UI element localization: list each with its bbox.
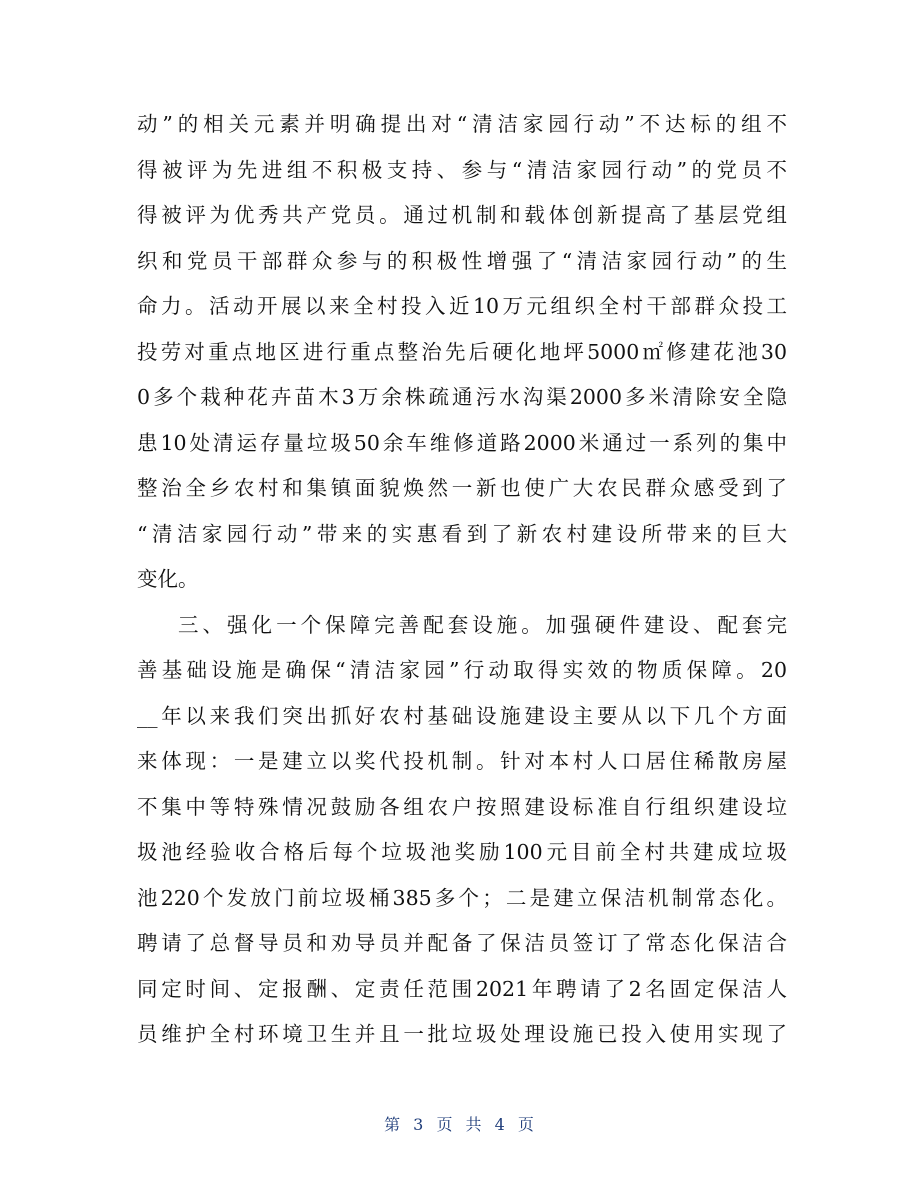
text-line: “清洁家园行动”带来的实惠看到了新农村建设所带来的巨大 (137, 521, 787, 546)
text-line: 患10处清运存量垃圾50余车维修道路2000米通过一系列的集中 (137, 430, 787, 455)
text-line: 整治全乡农村和集镇面貌焕然一新也使广大农民群众感受到了 (137, 476, 787, 500)
text-line: 得被评为先进组不积极支持、参与“清洁家园行动”的党员不 (137, 157, 787, 182)
text-line: 善基础设施是确保“清洁家园”行动取得实效的物质保障。20 (137, 658, 787, 682)
paragraph-start-line: 三、强化一个保障完善配套设施。加强硬件建设、配套完 (178, 612, 787, 637)
text-line: 同定时间、定报酬、定责任范围2021年聘请了2名固定保洁人 (137, 976, 787, 1001)
body-text (137, 102, 787, 1058)
text-line: 0多个栽种花卉苗木3万余株疏通污水沟渠2000多米清除安全隐 (137, 385, 787, 409)
text-line: 织和党员干部群众参与的积极性增强了“清洁家园行动”的生 (137, 248, 787, 273)
text-line: __年以来我们突出抓好农村基础设施建设主要从以下几个方面 (137, 703, 787, 728)
text-line: 变化。 (137, 567, 199, 591)
text-line: 池220个发放门前垃圾桶385多个；二是建立保洁机制常态化。 (137, 885, 787, 910)
page-number-footer: 第 3 页 共 4 页 (384, 1115, 536, 1134)
text-line: 命力。活动开展以来全村投入近10万元组织全村干部群众投工 (137, 294, 787, 318)
text-line: 动”的相关元素并明确提出对“清洁家园行动”不达标的组不 (137, 112, 787, 136)
text-line: 员维护全村环境卫生并且一批垃圾处理设施已投入使用实现了 (137, 1022, 787, 1046)
text-line: 得被评为优秀共产党员。通过机制和载体创新提高了基层党组 (137, 203, 787, 227)
text-line: 投劳对重点地区进行重点整治先后硬化地坪5000㎡修建花池30 (137, 339, 787, 364)
text-line: 来体现：一是建立以奖代投机制。针对本村人口居住稀散房屋 (137, 749, 787, 773)
text-line: 不集中等特殊情况鼓励各组农户按照建设标准自行组织建设垃 (137, 794, 787, 819)
text-line: 圾池经验收合格后每个垃圾池奖励100元目前全村共建成垃圾 (137, 840, 787, 864)
text-line: 聘请了总督导员和劝导员并配备了保洁员签订了常态化保洁合 (137, 931, 787, 955)
